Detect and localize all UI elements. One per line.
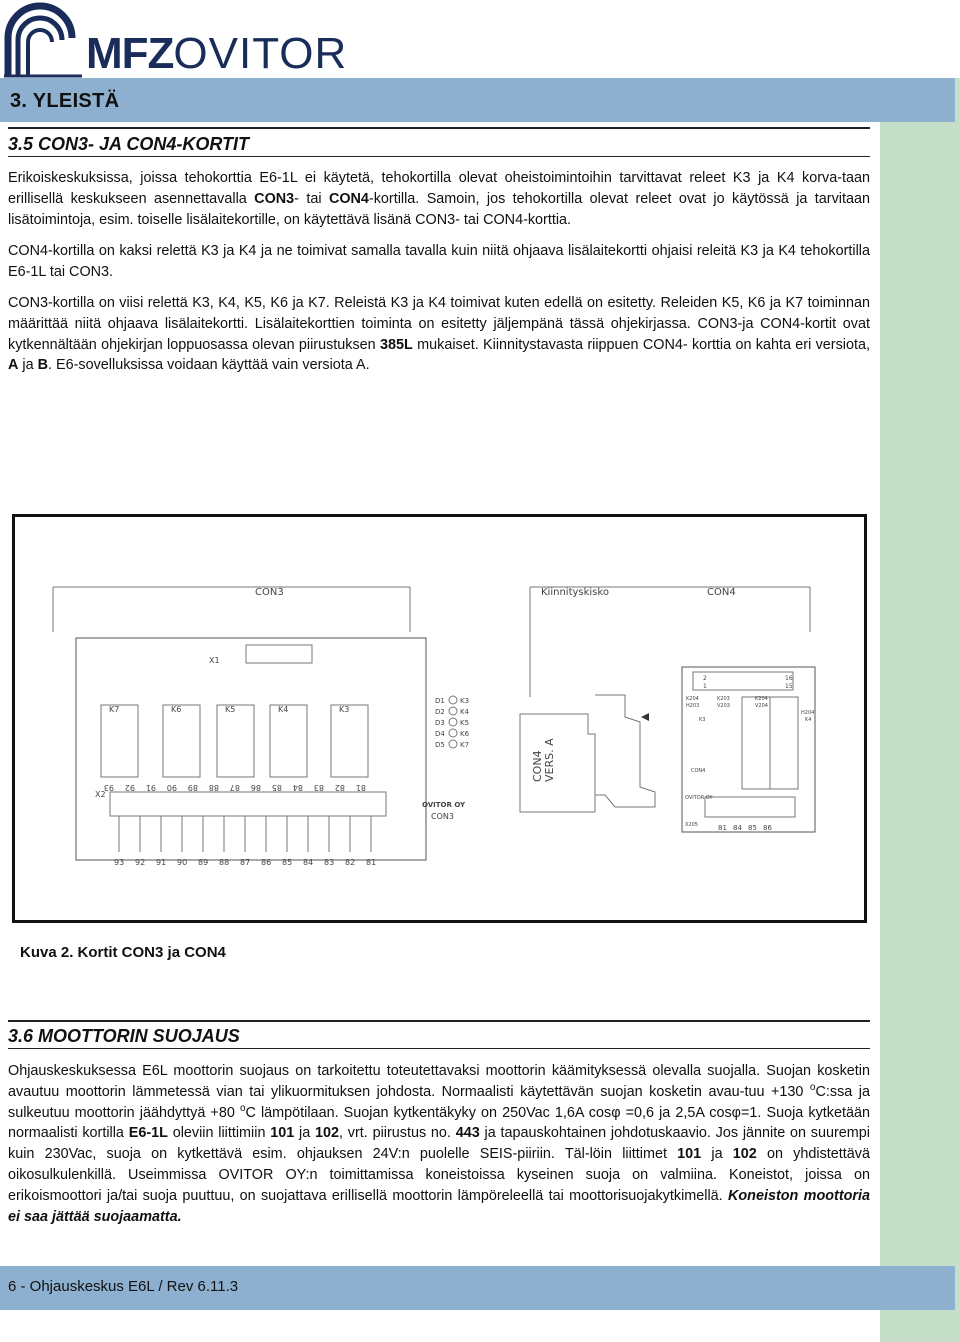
terminal-87-top: 87	[229, 783, 240, 792]
led-k5: K5	[460, 719, 470, 727]
con4-k203: K203	[717, 696, 730, 702]
heading-rule	[8, 127, 870, 129]
led-d1: D1	[435, 697, 445, 705]
terminal-85-top: 85	[271, 783, 282, 792]
terminal-88: 88	[219, 858, 230, 867]
con4-pin-15: 15	[785, 683, 793, 690]
label-con4-vers-1: CON4	[531, 750, 544, 782]
con4-term-81: 81	[718, 824, 727, 832]
paragraph-motor-protection: Ohjauskeskuksessa E6L moottorin suojaus on tarkoitettu toteutettavaksi moottorin käämityksessä olevalla suojalla. Suojan kosketin avautuu moottorin lämmetessä vian tai ylikuormituksen johdosta. Normaalisti käytettävän suojan kosketin avau-tuu +130 $^o$C:ssa ja sulkeutuu moottorin jäähdyttyä +80 $^o$C lämpötilaan. Suojan kytkentäkyky on 250Vac 1,6A cosφ =0,6 ja 2,5A cosφ=1. Suoja kytketään normaalisti kortilla E6-1L oleviin liittimiin 101 ja 102, vrt. piirustus no. 443 ja tapauskohtainen johdotuskaavio. Jos jännite on suurempi kuin 230Vac, suoja on kytkettävä esim. ohjauksen 24V:n puolelle SEIS-piiriin. Täl-löin liittimet 101 ja 102 on yhdistettävä oikosulkulenkillä. Useimmissa OVITOR OY:n toimittamissa koneistoissa kyseinen suoja on valmiina. Koneistot, joissa on erikoismoottori ja/tai suoja puuttuu, on suojattava erillisellä moottorin lämpöreleellä tai moottorisuojakytkimellä. Koneiston moottoria ei saa jättää suojaamatta.	[8, 1063, 871, 1225]
label-con4-top: CON4	[707, 587, 736, 598]
section-title: 3. YLEISTÄ	[10, 90, 120, 112]
heading-rule-2-lower	[8, 1048, 870, 1049]
terminal-85: 85	[282, 858, 293, 867]
relay-k6: K6	[171, 705, 182, 714]
label-con3-board: CON3	[431, 812, 454, 821]
led-k3: K3	[460, 697, 470, 705]
con4-k3: K3	[699, 717, 706, 723]
terminal-92: 92	[135, 858, 146, 867]
logo-mark-icon	[4, 2, 84, 78]
terminal-89: 89	[198, 858, 209, 867]
relay-k7: K7	[109, 705, 120, 714]
led-k4: K4	[460, 708, 470, 716]
con4-h204: H204	[801, 710, 815, 716]
boards-drawing	[15, 517, 864, 920]
terminal-83-top: 83	[313, 783, 324, 792]
footer-text: 6 - Ohjauskeskus E6L / Rev 6.11.3	[8, 1278, 239, 1295]
label-con4-vers-2: VERS. A	[543, 738, 556, 782]
label-x1: X1	[209, 656, 220, 665]
figure-boards	[12, 514, 867, 923]
con4-term-86: 86	[763, 824, 772, 832]
con4-pin-1: 1	[703, 683, 707, 690]
con4-k4: K4	[805, 717, 812, 723]
terminal-81-top: 81	[355, 783, 366, 792]
company-logo	[4, 2, 348, 78]
terminal-92-top: 92	[124, 783, 135, 792]
paragraph-con3: CON3-kortilla on viisi relettä K3, K4, K5, K6 ja K7. Releistä K3 ja K4 toimivat kuten edellä on esitetty. Releiden K5, K6 ja K7 toiminnan määrittää niitä ohjaava lisälaitekortti. Lisälaitekorttien toiminta on esitetty jäljempänä tässä ohjekirjassa. CON3-ja CON4-kortit ovat kytkennältään ohjekirjan loppuosassa olevan piirustuksen 385L mukaiset. Kiinnitystavasta riippuen CON4- korttia on kahta eri versiota, A ja B. E6-sovelluksissa voidaan käyttää vain versiota A.	[8, 295, 870, 374]
terminal-90: 90	[177, 858, 188, 867]
label-mount: Kiinnityskisko	[541, 587, 609, 598]
terminal-88-top: 88	[208, 783, 219, 792]
con4-k204b: K204	[755, 696, 768, 702]
con4-v204: V204	[755, 703, 768, 709]
terminal-86: 86	[261, 858, 272, 867]
terminal-93-top: 93	[103, 783, 114, 792]
relay-k4: K4	[278, 705, 289, 714]
relay-k5: K5	[225, 705, 236, 714]
con4-k204: K204	[686, 696, 699, 702]
con4-label: CON4	[691, 768, 706, 774]
header-bar	[0, 78, 955, 122]
led-d3: D3	[435, 719, 445, 727]
label-x2: X2	[95, 790, 106, 799]
heading-3-6: 3.6 MOOTTORIN SUOJAUS	[8, 1026, 240, 1046]
led-d4: D4	[435, 730, 445, 738]
led-d2: D2	[435, 708, 445, 716]
con4-h203: H203	[686, 703, 700, 709]
terminal-90-top: 90	[166, 783, 177, 792]
con4-brand: OVITOR OY	[685, 795, 713, 801]
label-brand: OVITOR OY	[422, 801, 466, 809]
con4-term-84: 84	[733, 824, 742, 832]
terminal-93: 93	[114, 858, 125, 867]
terminal-82-top: 82	[334, 783, 345, 792]
side-strip	[880, 78, 960, 1342]
figure-caption: Kuva 2. Kortit CON3 ja CON4	[20, 944, 226, 961]
relay-k3: K3	[339, 705, 350, 714]
con4-term-85: 85	[748, 824, 757, 832]
con4-x205: X205	[685, 822, 698, 828]
terminal-82: 82	[345, 858, 356, 867]
con4-pin-2: 2	[703, 675, 707, 682]
terminal-91-top: 91	[145, 783, 156, 792]
terminal-89-top: 89	[187, 783, 198, 792]
heading-3-5: 3.5 CON3- JA CON4-KORTIT	[8, 134, 250, 154]
led-k6: K6	[460, 730, 470, 738]
label-con3-top: CON3	[255, 587, 284, 598]
heading-rule-2	[8, 1020, 870, 1022]
terminal-84: 84	[303, 858, 314, 867]
terminal-81: 81	[366, 858, 377, 867]
led-d5: D5	[435, 741, 445, 749]
terminal-83: 83	[324, 858, 335, 867]
terminal-87: 87	[240, 858, 251, 867]
terminal-84-top: 84	[292, 783, 303, 792]
con4-v203: V203	[717, 703, 730, 709]
paragraph-con-intro: Erikoiskeskuksissa, joissa tehokorttia E6-1L ei käytetä, tehokortilla olevat oheistoimintoihin tarvittavat releet K3 ja K4 korva-taan erillisellä keskukseen asennettavalla CON3- tai CON4-kortilla. Samoin, jos tehokortilla olevat releet ovat jo käytössä ja tarvitaan lisätoimintoja, esim. toiselle lisälaitekortille, on käytettävä lisänä CON3- tai CON4-korttia.	[8, 170, 870, 228]
led-k7: K7	[460, 741, 470, 749]
terminal-86-top: 86	[250, 783, 261, 792]
heading-rule-lower	[8, 156, 870, 157]
terminal-91: 91	[156, 858, 167, 867]
con4-pin-16: 16	[785, 675, 793, 682]
paragraph-con4: CON4-kortilla on kaksi relettä K3 ja K4 ja ne toimivat samalla tavalla kuin niitä ohjaava lisälaitekortti ohjaisi releitä K3 ja K4 tehokortilla E6-1L tai CON3.	[8, 243, 870, 280]
logo-wordmark: MFZOVITOR	[86, 29, 348, 78]
